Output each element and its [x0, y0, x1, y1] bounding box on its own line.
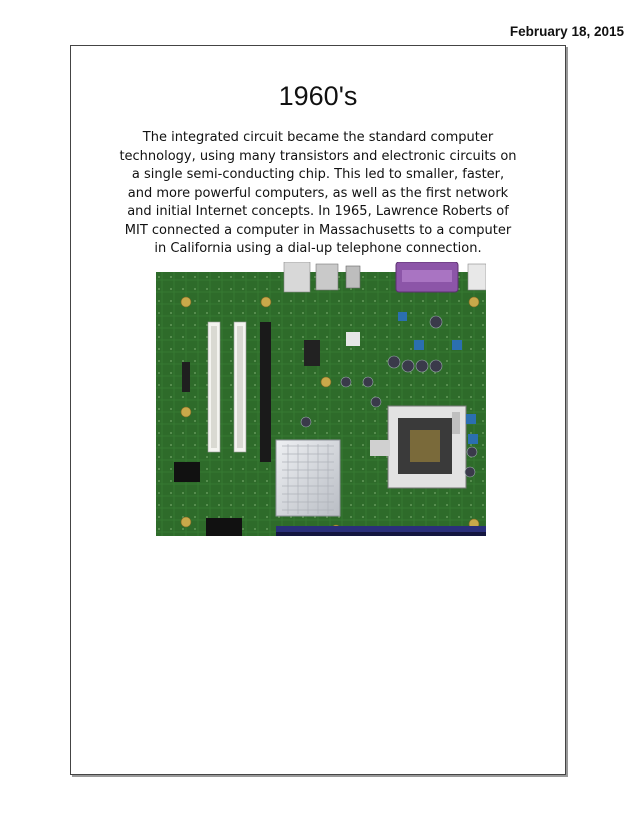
page-date: February 18, 2015	[509, 24, 624, 39]
motherboard-image	[156, 262, 486, 536]
slide-body-text: The integrated circuit became the standard computer technology, using many transistors and electronic circuits on a single semi-conducting chip. This led to smaller, faster, and more powerful computers, as well as the first network and initial Internet concepts. In 1965, Lawrence Roberts of MIT connected a computer in Massachusetts to a computer in California using a dial-up telephone connection.	[119, 130, 517, 256]
slide-frame	[70, 45, 566, 775]
slide-title: 1960's	[278, 81, 358, 111]
